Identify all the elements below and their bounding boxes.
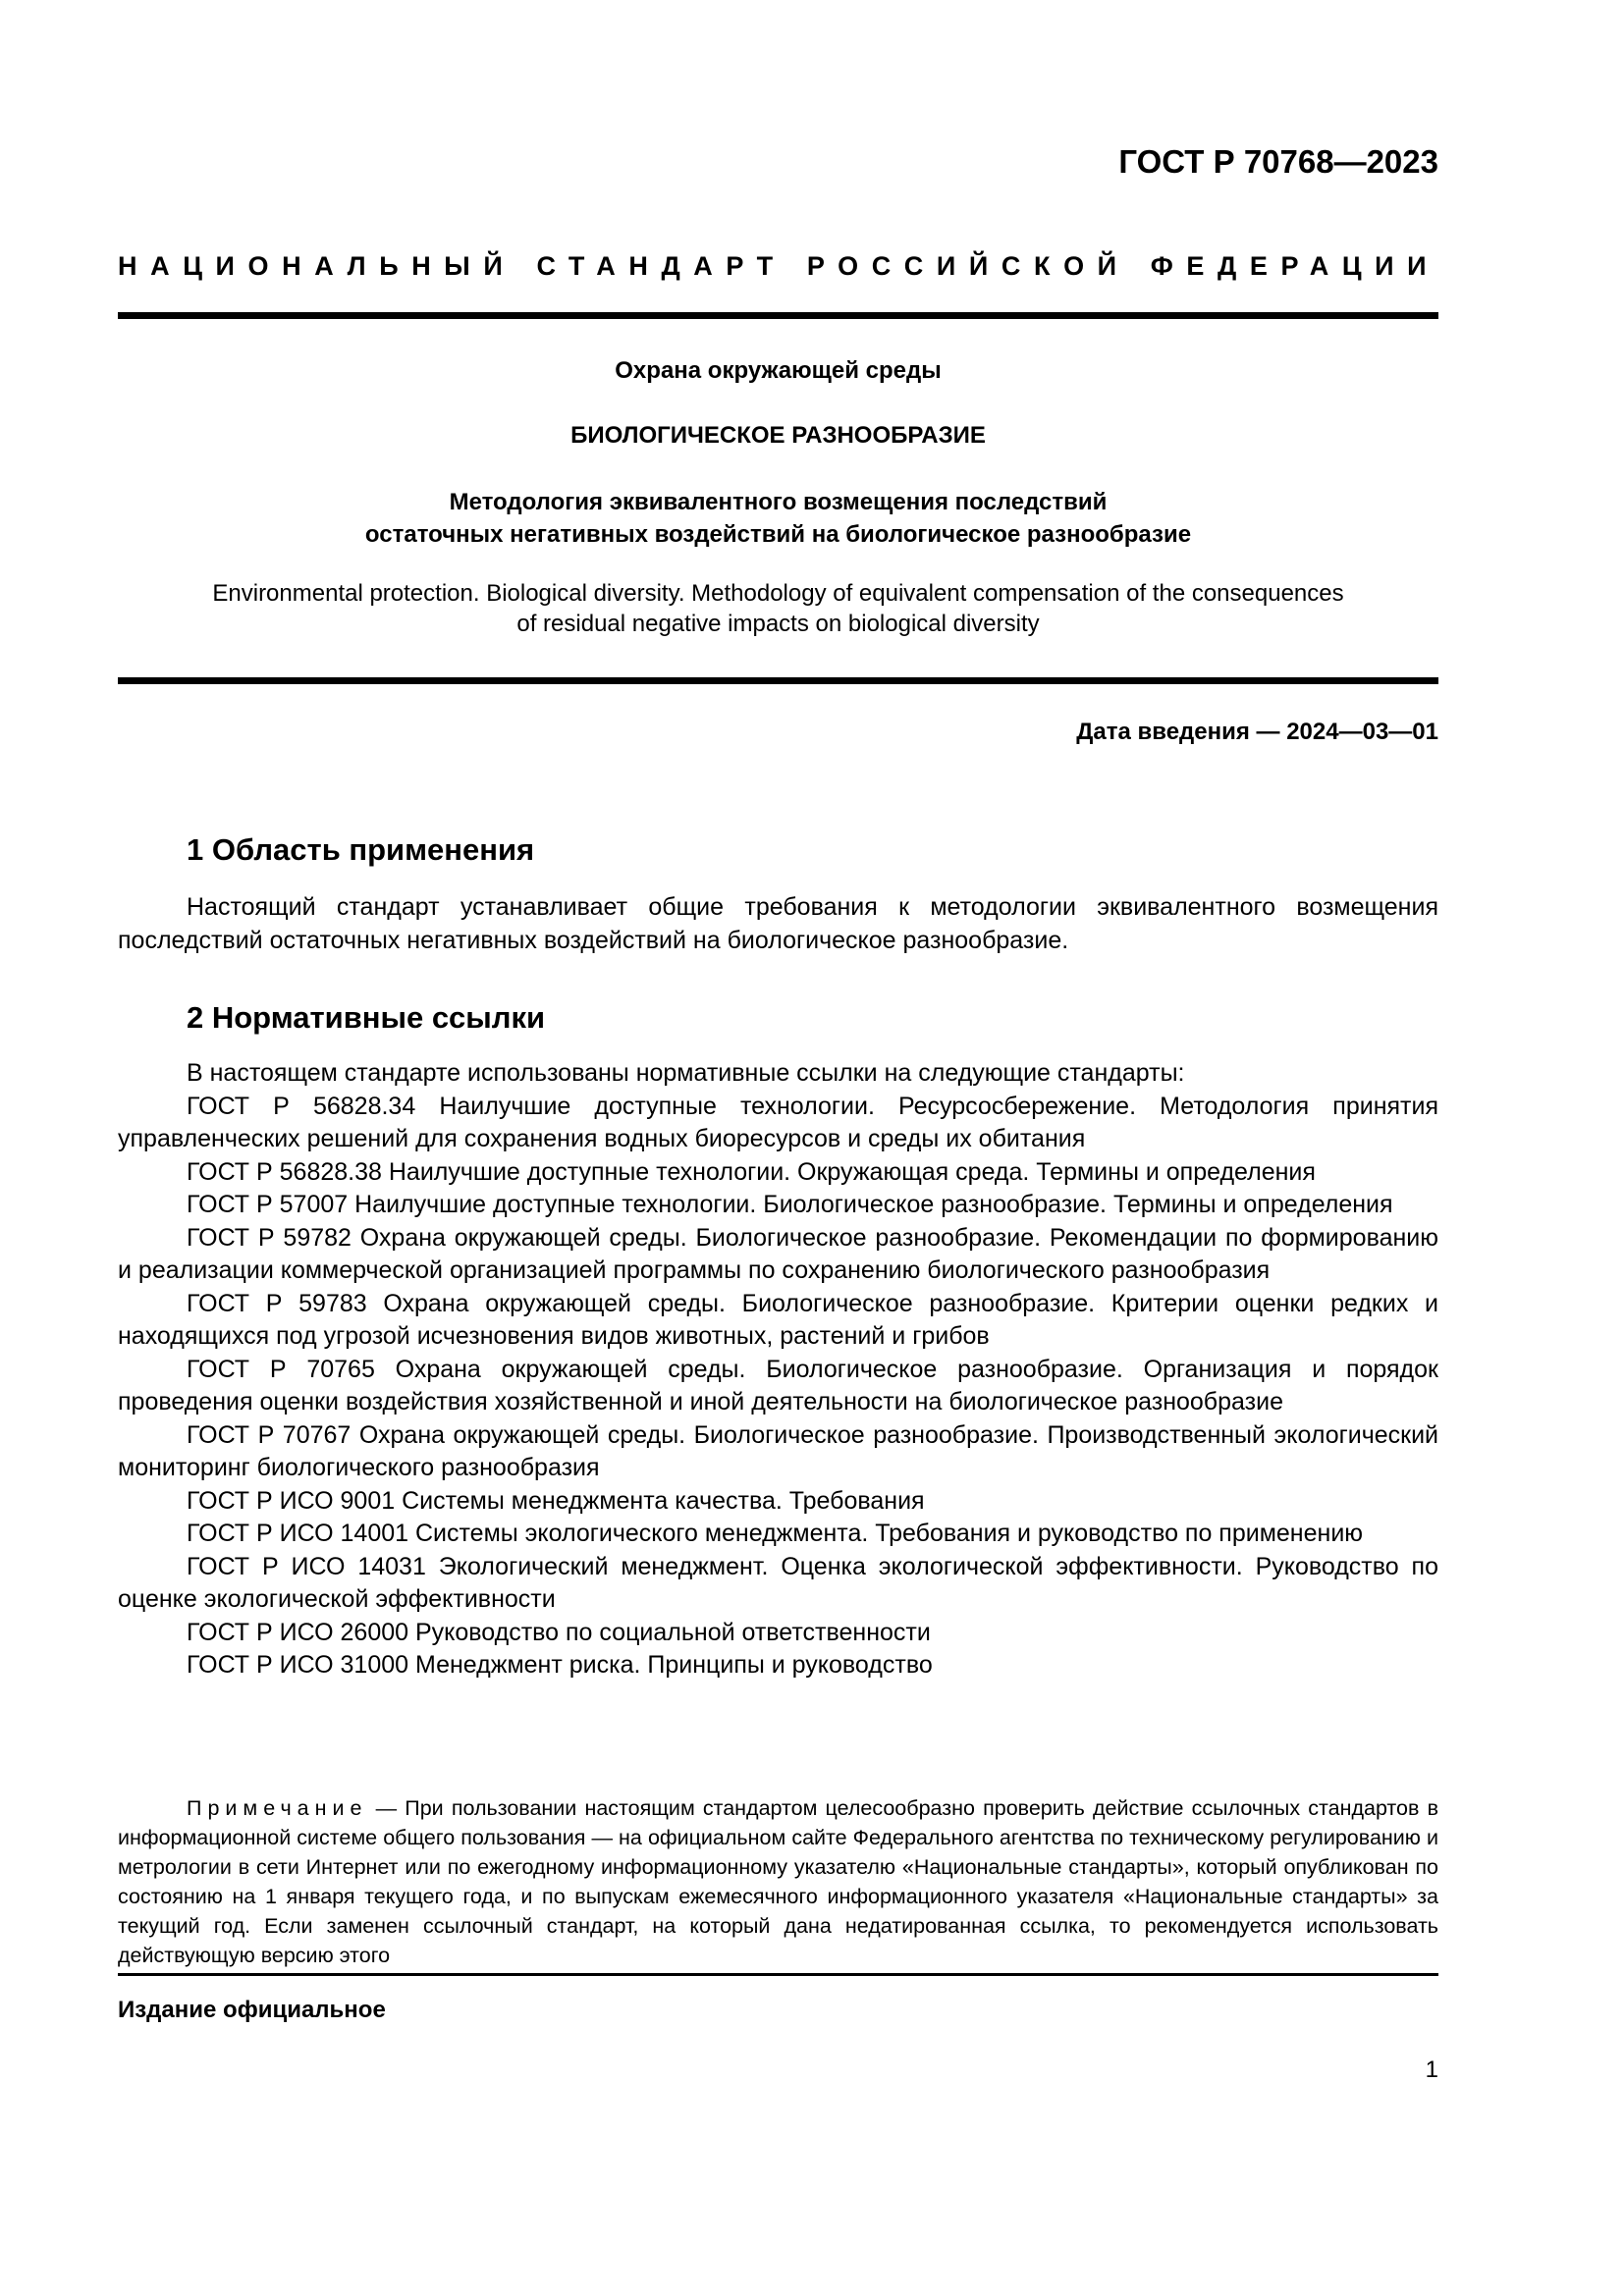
title-line-3	[118, 486, 1438, 551]
reference-item: ГОСТ Р 57007 Наилучшие доступные технологии. Биологическое разнообразие. Термины и определения	[187, 1191, 1393, 1218]
reference-item: ГОСТ Р ИСО 14001 Системы экологического менеджмента. Требования и руководство по применению	[187, 1520, 1364, 1547]
section-2-body	[118, 1057, 1438, 1682]
section-1-body	[118, 891, 1438, 957]
gost-number: ГОСТ Р 70768—2023	[1118, 143, 1438, 180]
official-edition-label: Издание официальное	[118, 1997, 386, 2023]
english-title-a: Environmental protection. Biological diversity. Methodology of equivalent compensation of the consequences	[212, 580, 1344, 607]
reference-item: ГОСТ Р ИСО 9001 Системы менеджмента качества. Требования	[187, 1486, 925, 1515]
note	[118, 1793, 1438, 1970]
title-line-3b: остаточных негативных воздействий на биологическое разнообразие	[364, 521, 1192, 548]
footer-rule	[118, 1973, 1438, 1976]
reference-item: ГОСТ Р 70765 Охрана окружающей среды. Биологическое разнообразие. Организация и порядок проведения оценки воздействия хозяйственной и иной деятельности на биологическое разнообразие	[118, 1355, 1438, 1415]
english-title-b: of residual negative impacts on biological diversity	[516, 611, 1040, 637]
reference-item: ГОСТ Р 59782 Охрана окружающей среды. Биологическое разнообразие. Рекомендации по формированию и реализации коммерческой организацией программы по сохранению биологического разнообразия	[118, 1223, 1438, 1284]
title-line-3a: Методология эквивалентного возмещения последствий	[449, 489, 1108, 515]
introduction-date: Дата введения — 2024—03—01	[1076, 719, 1438, 745]
national-standard-banner: НАЦИОНАЛЬНЫЙ СТАНДАРТ РОССИЙСКОЙ ФЕДЕРАЦИИ	[118, 251, 1440, 281]
page-number: 1	[1425, 2056, 1438, 2083]
reference-item: ГОСТ Р 56828.34 Наилучшие доступные технологии. Ресурсосбережение. Методология принятия управленческих решений для сохранения водных биоресурсов и среды их обитания	[118, 1092, 1438, 1152]
top-rule	[118, 312, 1438, 319]
english-title	[118, 578, 1438, 639]
note-text: — При пользовании настоящим стандартом целесообразно проверить действие ссылочных стандартов в информационной системе общего пользования — на официальном сайте Федерального агентства по техническому регулированию и метрологии в сети Интернет или по ежегодному информационному указателю «Национальные стандарты», который опубликован по состоянию на 1 января текущего года, и по выпускам ежемесячного информационного указателя «Национальные стандарты» за текущий год. Если заменен ссылочный стандарт, на который дана недатированная ссылка, то рекомендуется использовать действующую версию этого	[118, 1796, 1438, 1967]
reference-item: ГОСТ Р ИСО 14031 Экологический менеджмент. Оценка экологической эффективности. Руководство по оценке экологической эффективности	[118, 1552, 1438, 1613]
reference-item: ГОСТ Р ИСО 31000 Менеджмент риска. Принципы и руководство	[187, 1651, 933, 1679]
title-line-1: Охрана окружающей среды	[615, 357, 942, 384]
section-2-intro: В настоящем стандарте использованы нормативные ссылки на следующие стандарты:	[187, 1059, 1185, 1087]
section-1-heading: 1 Область применения	[187, 832, 535, 867]
note-paragraph	[118, 1793, 1438, 1970]
reference-item: ГОСТ Р 59783 Охрана окружающей среды. Биологическое разнообразие. Критерии оценки редких и находящихся под угрозой исчезновения видов животных, растений и грибов	[118, 1289, 1438, 1350]
title-rule	[118, 677, 1438, 684]
section-1-text: Настоящий стандарт устанавливает общие требования к методологии эквивалентного возмещения последствий остаточных негативных воздействий на биологическое разнообразие.	[118, 893, 1438, 954]
reference-item: ГОСТ Р 70767 Охрана окружающей среды. Биологическое разнообразие. Производственный экологический мониторинг биологического разнообразия	[118, 1420, 1438, 1481]
title-line-2: БИОЛОГИЧЕСКОЕ РАЗНООБРАЗИЕ	[570, 422, 986, 449]
section-2-heading: 2 Нормативные ссылки	[187, 1000, 546, 1035]
reference-item: ГОСТ Р ИСО 26000 Руководство по социальной ответственности	[187, 1618, 931, 1646]
note-label: Примечание	[187, 1796, 368, 1820]
reference-item: ГОСТ Р 56828.38 Наилучшие доступные технологии. Окружающая среда. Термины и определения	[187, 1157, 1316, 1186]
